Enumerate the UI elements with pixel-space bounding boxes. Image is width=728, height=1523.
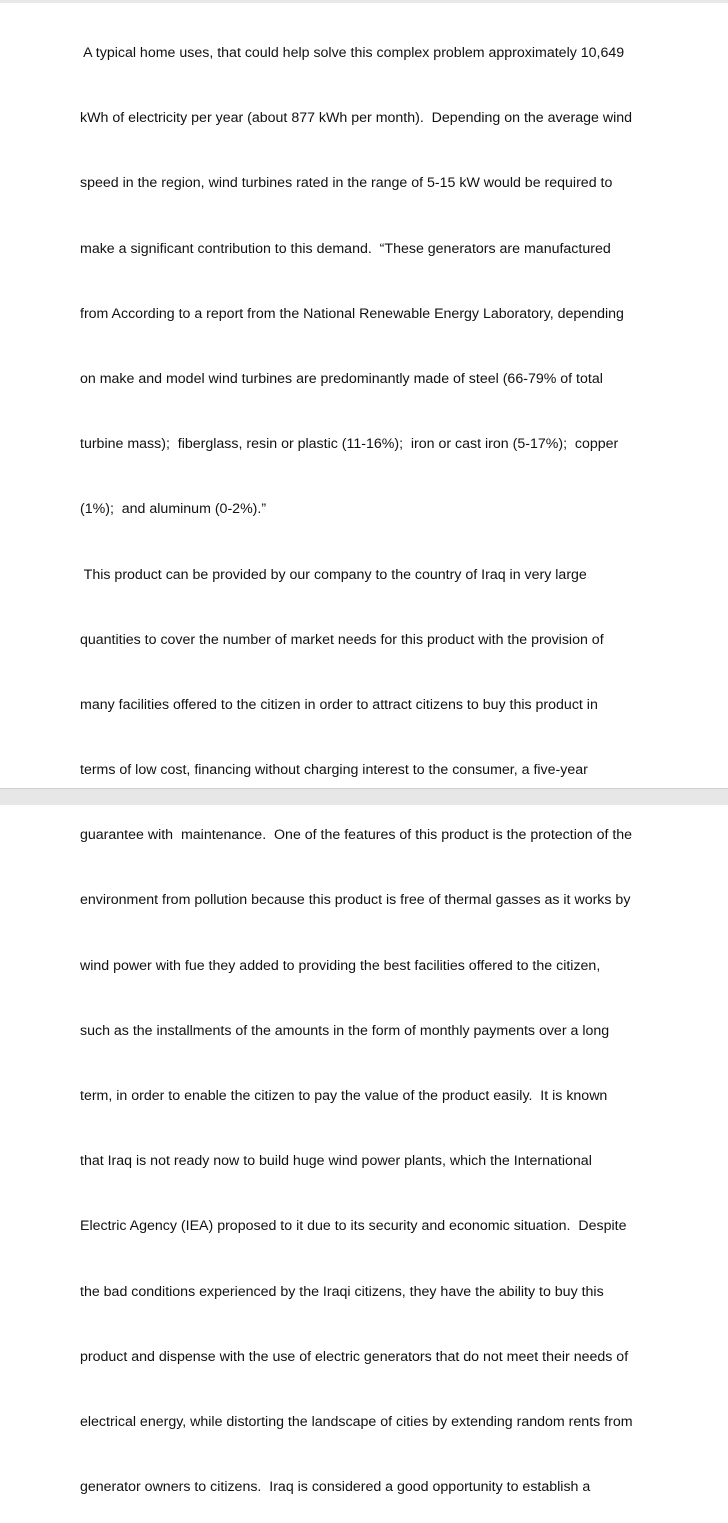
text-line: many facilities offered to the citizen in order to attract citizens to buy this product in [80,696,598,713]
text-line: make a significant contribution to this demand. “These generators are manufactured [80,240,611,257]
text-line: turbine mass); fiberglass, resin or plastic (11-16%); iron or cast iron (5-17%); copper [80,436,619,453]
page-top-edge [0,0,728,3]
page-bottom-edge [0,788,728,805]
text-line: product and dispense with the use of electric generators that do not meet their needs of [80,1348,629,1365]
text-line: electrical energy, while distorting the landscape of cities by extending random rents from [80,1413,633,1430]
text-line: such as the installments of the amounts in the form of monthly payments over a long [80,1022,610,1039]
text-line: that Iraq is not ready now to build huge wind power plants, which the International [80,1153,592,1170]
text-line: term, in order to enable the citizen to pay the value of the product easily. It is known [80,1088,608,1104]
text-line: (1%); and aluminum (0-2%).” [80,501,267,518]
text-line: guarantee with maintenance. One of the features of this product is the protection of the [80,827,633,844]
text-line: Electric Agency (IEA) proposed to it due to its security and economic situation. Despite [80,1218,627,1235]
text-line: from According to a report from the National Renewable Energy Laboratory, depending [80,305,624,322]
text-line: This product can be provided by our company to the country of Iraq in very large [80,566,587,583]
text-line: environment from pollution because this product is free of thermal gasses as it works by [80,892,631,909]
text-line: speed in the region, wind turbines rated in the range of 5-15 kW would be required to [80,175,613,192]
text-line: A typical home uses, that could help solve this complex problem approximately 10,649 [80,45,625,61]
text-line: terms of low cost, financing without charging interest to the consumer, a five-year [80,762,588,779]
text-line: the bad conditions experienced by the Iraqi citizens, they have the ability to buy this [80,1283,604,1300]
text-line: quantities to cover the number of market needs for this product with the provision of [80,631,604,648]
text-line: wind power with fue they added to providing the best facilities offered to the citizen, [80,957,601,974]
text-line: kWh of electricity per year (about 877 kWh per month). Depending on the average wind [80,110,633,127]
document-body [80,8,720,1523]
text-line: on make and model wind turbines are predominantly made of steel (66-79% of total [80,370,603,387]
text-line: generator owners to citizens. Iraq is considered a good opportunity to establish a [80,1479,591,1496]
